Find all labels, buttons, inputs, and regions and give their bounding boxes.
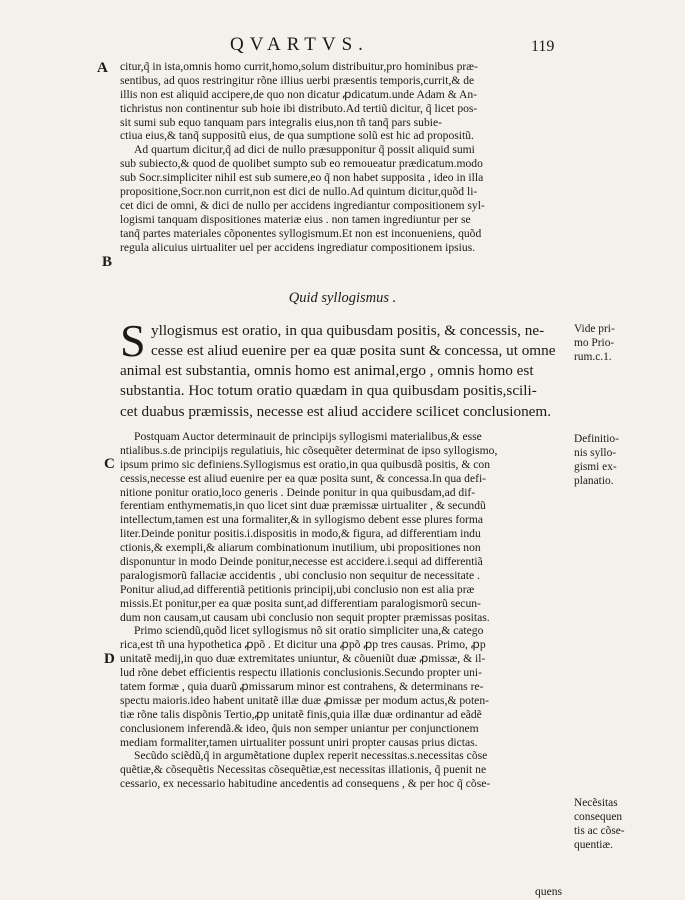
text-line: intellectum,tamen est una formaliter,& in syllogismo debent esse plures forma — [120, 513, 484, 527]
text-line: illis non est aliquid accipere,de quo non dicatur ꝓdicatum.unde Adam & An- — [120, 87, 478, 101]
definition-line: cet duabus præmissis, necesse est aliud accidere scilicet conclusionem. — [120, 402, 552, 420]
margin-line: quentiæ. — [574, 839, 613, 851]
drop-cap: S — [120, 315, 146, 366]
text-line: ferentiam enthymematis,in quo licet sint duæ præmissæ uirtualiter , & secundũ — [120, 499, 486, 513]
text-line: conclusionem inferendã.& ideo, q̃uis non semper uniantur per conjunctionem — [120, 721, 479, 735]
text-line: paralogismorũ fallaciæ accidentis , ubi conclusio non sequitur de necessitate . — [120, 568, 480, 582]
text-line: tanq̃ partes materiales cõponentes syllogismum.Et non est inconueniens, quõd — [120, 226, 482, 240]
text-line: disponuntur in modo Deinde ponitur,necesse est accidere.i.sequi ad differentiã — [120, 555, 483, 569]
section-title: Quid syllogismus . — [288, 290, 397, 306]
text-line: spectu maioris.ideo habent unitatẽ illæ duæ ꝓmissæ per modum actus,& poten- — [120, 693, 489, 707]
definition-line: cesse est aliud euenire per ea quæ posita sunt & concessa, ut omne — [151, 342, 556, 360]
margin-line: gismi ex- — [574, 461, 617, 473]
margin-note-necessity — [574, 796, 682, 852]
catchword: quens — [535, 885, 563, 898]
text-line: ctiua eius,& tanq̃ suppositũ eius, de qua sumptione solũ est hic ad propositũ. — [120, 129, 474, 143]
text-line: liter.Deinde ponitur positis.i.dispositis in modo,& figura, ad differentiam indu — [120, 527, 481, 541]
text-line: ipsum primo sic definiens.Syllogismus est oratio,in qua quibusdã positis, & con — [120, 457, 491, 471]
text-line: sub Socr.simpliciter nihil est sub sumere,eo q̃ non habet supposita , ideo in illa — [120, 171, 484, 185]
text-line: Ad quartum dicitur,q̃ ad dici de nullo præsupponitur q̃ possit aliquid sumi — [134, 143, 475, 157]
text-line: quẽtiæ,& cõsequẽtis Necessitas cõsequẽtiæ,est necessitas illationis, q̃ puenit ne — [120, 763, 487, 777]
text-line: citur,q̃ in ista,omnis homo currit,homo,solum distribuitur,pro hominibus præ- — [120, 60, 478, 73]
margin-line: consequen — [574, 811, 623, 823]
text-line: cessis,necesse est aliud euenire per ea quæ posita sunt, & concessa.In qua defi- — [120, 471, 487, 485]
text-line: regula alicuius uirtualiter uel per accidens ingrediatur compositionem ipsius. — [120, 240, 476, 254]
commentary-text — [120, 430, 567, 791]
definition-text-rest — [120, 361, 567, 422]
text-line: Ponitur aliud,ad differentiã petitionis principij,ubi conclusio non est alia præ — [120, 582, 475, 596]
text-line: rica,est tñ una hypothetica ꝓpõ . Et dicitur una ꝓpõ ꝓp tres causas. Primo, ꝓp — [120, 638, 486, 652]
text-line: logismi tanquam dispositiones materiæ eius . non tamen ingrediuntur per se — [120, 212, 471, 226]
definition-line: yllogismus est oratio, in qua quibusdam positis, & concessis, ne- — [151, 322, 545, 339]
text-block-a — [120, 60, 567, 254]
margin-line: Vide pri- — [574, 323, 615, 335]
text-line: missis.Et ponitur,per ea quæ posita sunt,ad differentiam paralogismorũ secun- — [120, 596, 481, 610]
section-marker-c: C — [104, 456, 115, 472]
text-line: Secũdo sciẽdũ,q̃ in argumẽtatione duplex reperit necessitas.s.necessitas cõse — [134, 749, 488, 763]
text-line: cessario, ex necessario habitudine ancedentis ad consequens , & per hoc q̃ cõse- — [120, 777, 491, 791]
margin-line: rum.c.1. — [574, 351, 612, 363]
margin-line: tis ac cõse- — [574, 825, 625, 837]
text-line: sentibus, ad quos restringitur rõne illius uerbi præsentis temporis,currit,& de — [120, 73, 475, 87]
margin-note-reference — [574, 322, 682, 364]
text-line: tatem formæ , quia duarũ ꝓmissarum minor est contrahens, & determinans re- — [120, 680, 484, 694]
text-line: nitione ponitur oratio,loco generis . Deinde ponitur in qua quibusdam,ad dif- — [120, 485, 476, 499]
margin-line: nis syllo- — [574, 447, 617, 459]
text-line: Primo sciendũ,quõd licet syllogismus nõ sit oratio simpliciter una,& catego — [134, 624, 484, 638]
section-marker-b: B — [102, 254, 113, 270]
text-line: propositione,Socr.non currit,non est dici de nullo.Ad quintum dicitur,quõd li- — [120, 185, 478, 199]
text-line: ctionis,& exempli,& aliarum combinationum inutilium, ubi propositiones non — [120, 541, 481, 555]
margin-note-definition — [574, 432, 682, 488]
text-line: mediam formaliter,tamen uirtualiter possunt uniri propter causas prius dictas. — [120, 735, 478, 749]
margin-line: planatio. — [574, 475, 614, 487]
text-line: tiæ rõne talis dispõnis Tertio,ꝓp unitatẽ finis,quia illæ duæ ordinantur ad eãdẽ — [120, 707, 482, 721]
margin-line: Definitio- — [574, 433, 619, 445]
text-line: sit sumi sub equo tanquam pars integralis eius,non tñ tanq̃ pars subie- — [120, 115, 442, 129]
definition-line: animal est substantia, omnis homo est animal,ergo , omnis homo est — [120, 362, 534, 379]
page-number: 119 — [531, 38, 555, 55]
text-line: sub subiecto,& quod de quolibet sumpto sub eo remoueatur prædicatum.modo — [120, 157, 483, 171]
text-line: lud rõne debet efficientis respectu illationis conclusionis.Secundo propter uni- — [120, 666, 482, 680]
text-line: unitatẽ medij,in quo duæ extremitates uniuntur, & cõueniũt duæ ꝓmissæ, & il- — [120, 652, 486, 666]
section-marker-d: D — [104, 651, 115, 667]
text-line: dum non causam,ut causam ubi conclusio non sequit propter præmissas positas. — [120, 610, 490, 624]
margin-line: mo Prio- — [574, 337, 615, 349]
section-marker-a: A — [97, 60, 108, 76]
definition-line: substantia. Hoc totum oratio quædam in qua quibusdam positis,scili- — [120, 382, 537, 400]
text-line: cet dici de omni, & dici de nullo per accidens ingrediantur compositionem syl- — [120, 198, 485, 212]
text-line: tichristus non continentur sub hoie ibi distributo.Ad tertiũ dicitur, q̃ licet pos- — [120, 101, 478, 115]
margin-line: Necẽsitas — [574, 797, 618, 809]
running-head: QVARTVS. — [230, 34, 369, 55]
text-line: ntialibus.s.de principijs regulatiuis, hic cõsequẽter determinat de ipso syllogismo, — [120, 443, 498, 457]
text-line: Postquam Auctor determinauit de principijs syllogismi materialibus,& esse — [134, 430, 482, 443]
definition-text-first — [151, 321, 567, 362]
